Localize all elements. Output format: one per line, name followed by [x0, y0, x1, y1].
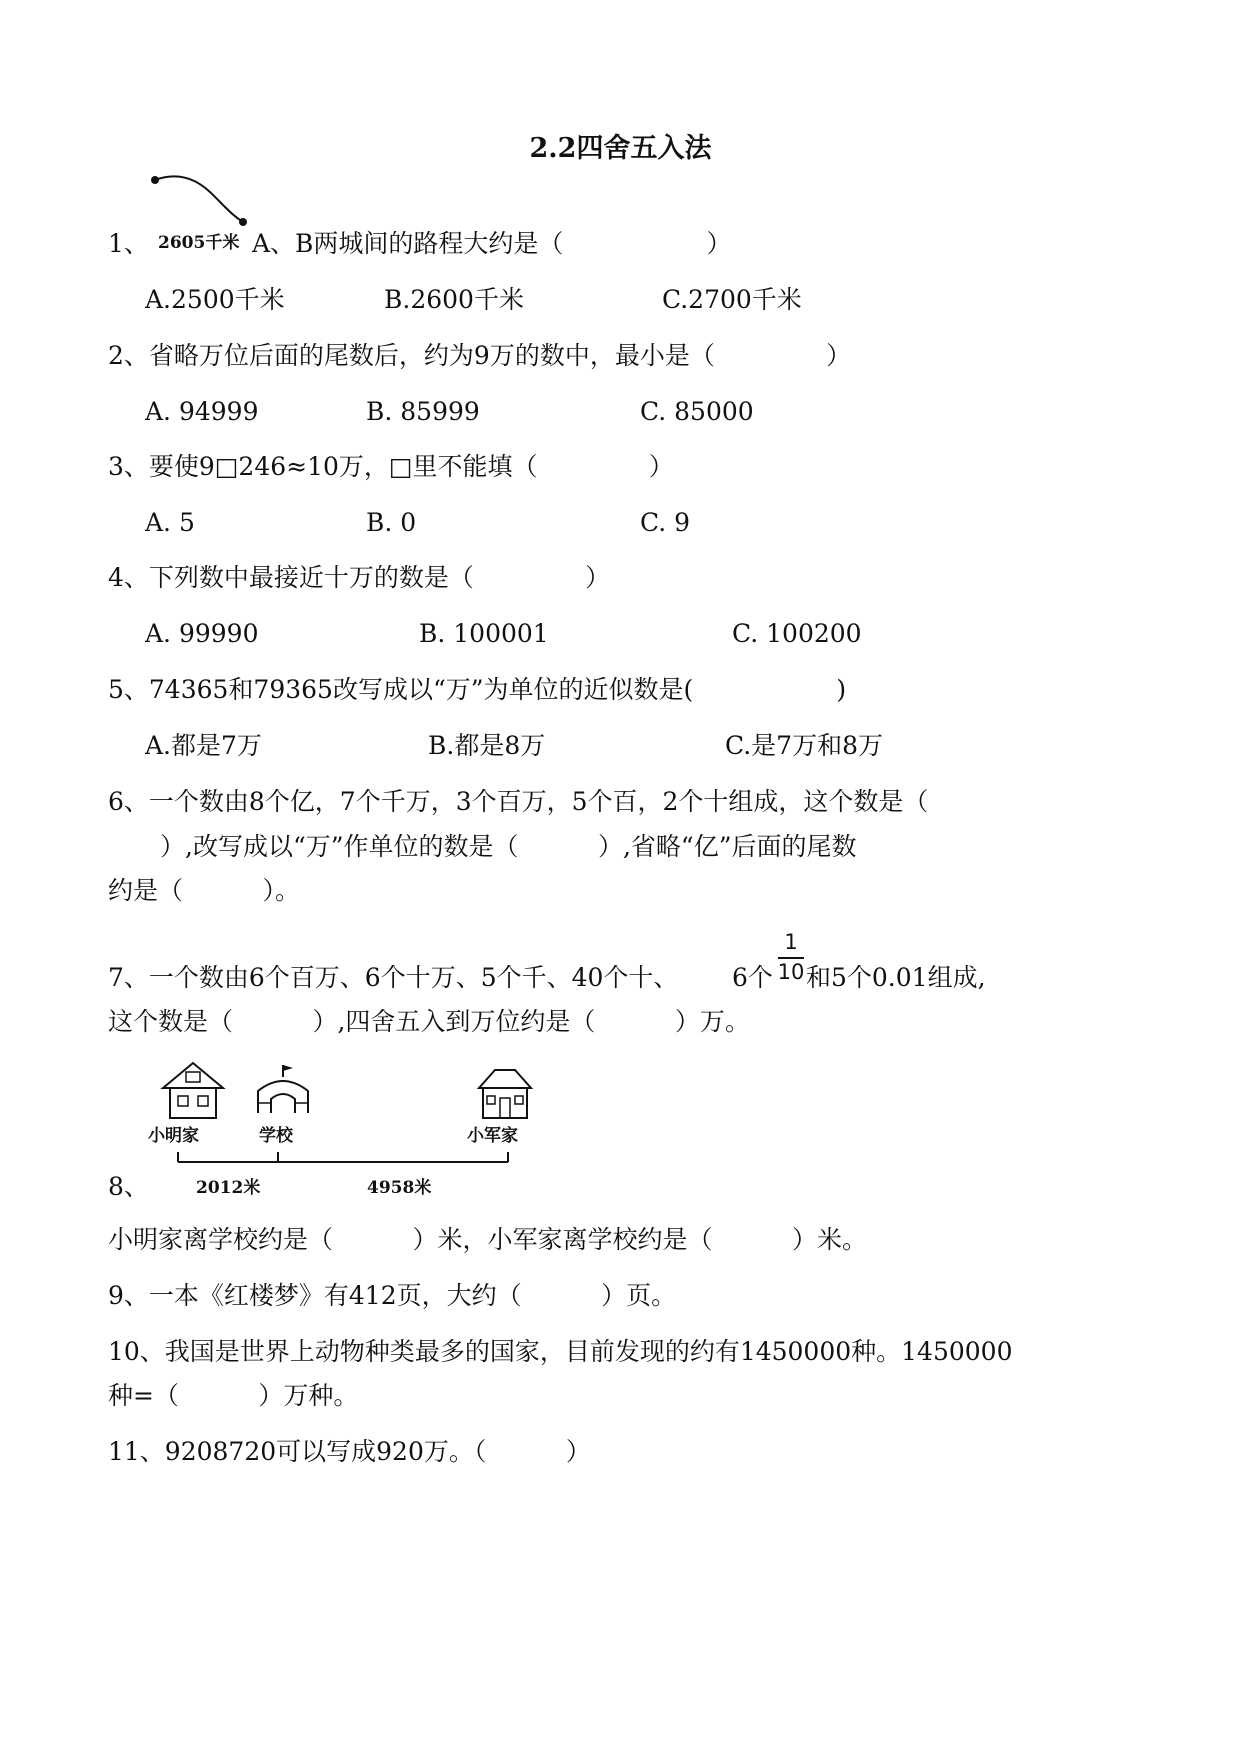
q7-line-2: 这个数是（ ）,四舍五入到万位约是（ ）万。	[108, 1007, 750, 1036]
q5-option-c[interactable]: C.是7万和8万	[725, 731, 883, 760]
q6-line-1: 6、一个数由8个亿，7个千万，3个百万，5个百，2个十组成，这个数是（	[108, 787, 929, 816]
q3-option-b[interactable]: B. 0	[366, 508, 417, 537]
q9-stem: 9、一本《红楼梦》有412页，大约（ ）页。	[108, 1281, 677, 1310]
place-label-xiaoming-home: 小明家	[148, 1126, 199, 1146]
distance-label: 2605千米	[158, 233, 240, 253]
q1-option-b[interactable]: B.2600千米	[384, 285, 524, 314]
q3-option-c[interactable]: C. 9	[640, 508, 691, 537]
q2-option-a[interactable]: A. 94999	[145, 397, 259, 426]
page-title: 2.2四舍五入法	[529, 133, 712, 164]
q1-stem: A、B两城间的路程大约是（ ）	[252, 229, 732, 258]
q11-stem: 11、9208720可以写成920万。（ ）	[108, 1437, 591, 1466]
q6-line-2: ）,改写成以“万”作单位的数是（ ）,省略“亿”后面的尾数	[160, 832, 857, 861]
q1-option-a[interactable]: A.2500千米	[145, 285, 285, 314]
house-icon	[158, 1058, 228, 1118]
distance-line	[175, 1148, 515, 1168]
fraction-numerator: 1	[784, 930, 798, 954]
q5-stem: 5、74365和79365改写成以“万”为单位的近似数是( )	[108, 675, 847, 704]
q4-option-c[interactable]: C. 100200	[732, 619, 862, 648]
route-curve-figure	[150, 172, 290, 232]
q3-stem: 3、要使9□246≈10万，□里不能填（ ）	[108, 452, 674, 481]
q8-number: 8、	[108, 1172, 149, 1201]
q7-line-1c: 和5个0.01组成,	[806, 963, 986, 992]
q2-stem: 2、省略万位后面的尾数后，约为9万的数中，最小是（ ）	[108, 341, 852, 370]
q10-line-2: 种=（ ）万种。	[108, 1381, 359, 1410]
q1-number: 1、	[108, 229, 149, 258]
distance-label-1: 2012米	[196, 1178, 261, 1198]
place-label-school: 学校	[259, 1126, 293, 1146]
q5-option-b[interactable]: B.都是8万	[428, 731, 546, 760]
q7-line-1b: 6个	[732, 963, 773, 992]
school-icon	[253, 1063, 313, 1118]
q4-stem: 4、下列数中最接近十万的数是（ ）	[108, 563, 611, 592]
house-icon	[475, 1066, 535, 1121]
q5-option-a[interactable]: A.都是7万	[145, 731, 262, 760]
fraction-bar	[778, 957, 804, 959]
q3-option-a[interactable]: A. 5	[145, 508, 195, 537]
q4-option-a[interactable]: A. 99990	[145, 619, 259, 648]
distance-label-2: 4958米	[367, 1178, 432, 1198]
fraction-denominator: 10	[777, 960, 805, 984]
q10-line-1: 10、我国是世界上动物种类最多的国家，目前发现的约有1450000种。1450000	[108, 1337, 1013, 1366]
q2-option-b[interactable]: B. 85999	[366, 397, 480, 426]
q2-option-c[interactable]: C. 85000	[640, 397, 754, 426]
q1-option-c[interactable]: C.2700千米	[662, 285, 802, 314]
q6-line-3: 约是（ ）。	[108, 876, 300, 905]
q4-option-b[interactable]: B. 100001	[419, 619, 549, 648]
q7-line-1a: 7、一个数由6个百万、6个十万、5个千、40个十、	[108, 963, 679, 992]
q8-stem: 小明家离学校约是（ ）米，小军家离学校约是（ ）米。	[108, 1225, 867, 1254]
place-label-xiaojun-home: 小军家	[467, 1126, 518, 1146]
